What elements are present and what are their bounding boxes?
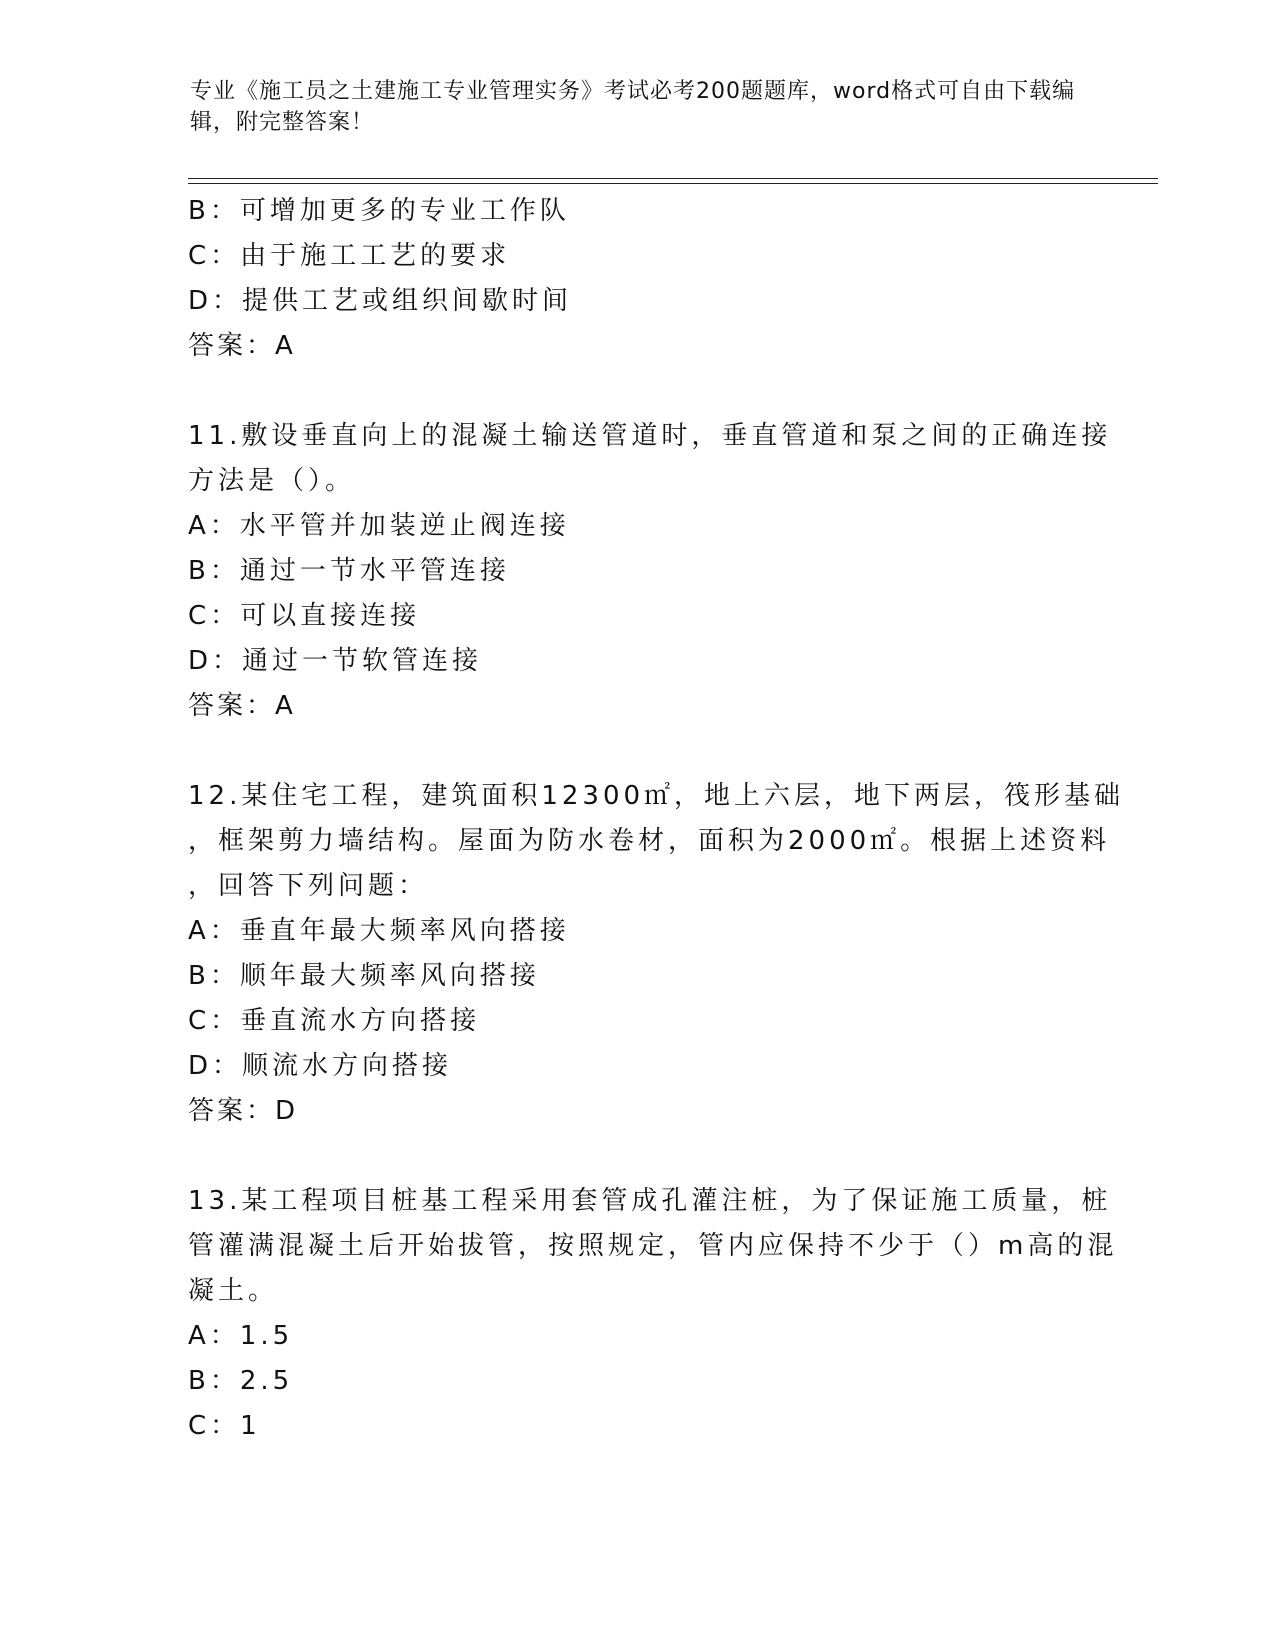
answer-line: 答案：A bbox=[188, 691, 296, 721]
option-b: B：2.5 bbox=[188, 1366, 294, 1396]
option-a: A：水平管并加装逆止阀连接 bbox=[188, 511, 570, 541]
option-a: A：1.5 bbox=[188, 1321, 294, 1351]
question-stem: 12.某住宅工程，建筑面积12300㎡，地上六层，地下两层，筏形基础 bbox=[188, 781, 1125, 811]
header-divider-top bbox=[188, 178, 1158, 179]
answer-line: 答案：A bbox=[188, 331, 296, 361]
option-b: B：通过一节水平管连接 bbox=[188, 556, 510, 586]
option-a: A：垂直年最大频率风向搭接 bbox=[188, 916, 570, 946]
option-c: C：由于施工工艺的要求 bbox=[188, 241, 511, 271]
option-b: B：顺年最大频率风向搭接 bbox=[188, 961, 540, 991]
option-c: C：可以直接连接 bbox=[188, 601, 421, 631]
question-stem: ，框架剪力墙结构。屋面为防水卷材，面积为2000㎡。根据上述资料 bbox=[188, 826, 1111, 856]
option-c: C：垂直流水方向搭接 bbox=[188, 1006, 481, 1036]
question-stem: 13.某工程项目桩基工程采用套管成孔灌注桩，为了保证施工质量，桩 bbox=[188, 1186, 1112, 1216]
option-d: D：顺流水方向搭接 bbox=[188, 1051, 453, 1081]
question-stem: ，回答下列问题： bbox=[188, 871, 429, 901]
option-d: D：提供工艺或组织间歇时间 bbox=[188, 286, 573, 316]
question-stem: 管灌满混凝土后开始拔管，按照规定，管内应保持不少于（）m高的混 bbox=[188, 1231, 1118, 1261]
header-divider-bottom bbox=[188, 183, 1158, 184]
option-c: C：1 bbox=[188, 1411, 261, 1441]
question-stem: 11.敷设垂直向上的混凝土输送管道时，垂直管道和泵之间的正确连接 bbox=[188, 421, 1112, 451]
question-stem: 方法是（）。 bbox=[188, 466, 356, 496]
answer-line: 答案：D bbox=[188, 1096, 299, 1126]
option-b: B：可增加更多的专业工作队 bbox=[188, 196, 570, 226]
option-d: D：通过一节软管连接 bbox=[188, 646, 483, 676]
document-header: 专业《施工员之土建施工专业管理实务》考试必考200题题库，word格式可自由下载编辑，附完整答案！ bbox=[190, 79, 1076, 135]
question-stem: 凝土。 bbox=[188, 1276, 279, 1306]
